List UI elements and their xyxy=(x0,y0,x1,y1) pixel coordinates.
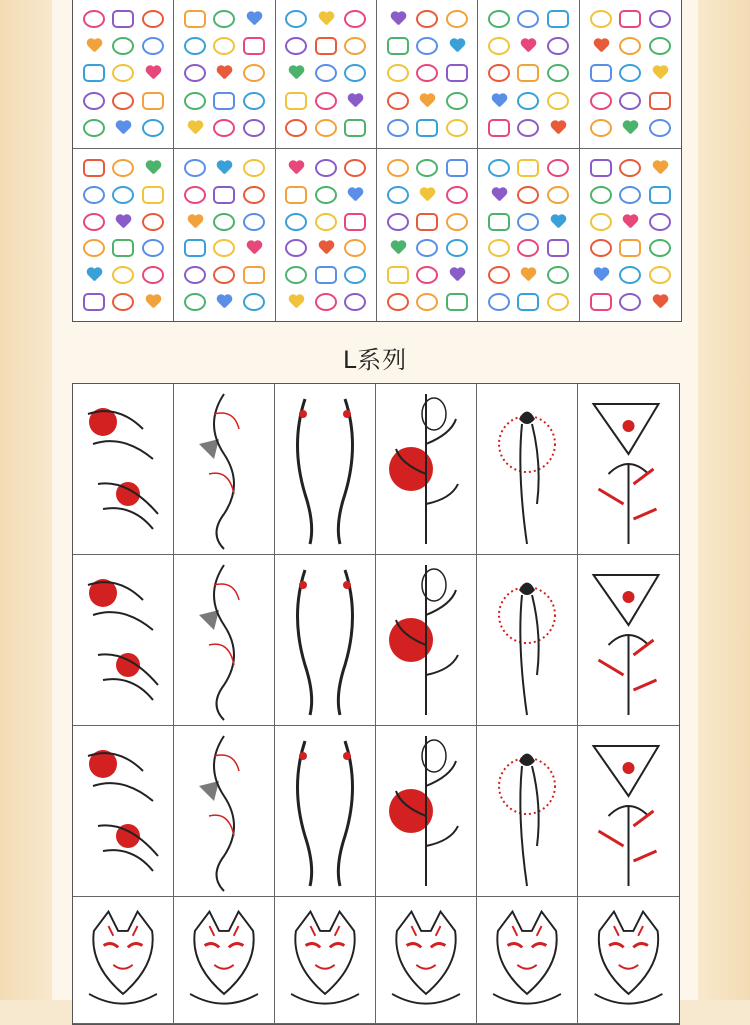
doodle-sticker-icon xyxy=(590,239,612,257)
doodle-sticker-icon xyxy=(344,239,366,257)
foxes-icon xyxy=(174,384,274,554)
splash-crown-icon xyxy=(275,555,375,725)
doodle-sticker-icon xyxy=(213,239,235,257)
cute-doodle-sheet-icon xyxy=(383,155,471,315)
doodle-sticker-icon xyxy=(547,186,569,204)
lily-red-sun-icon xyxy=(376,555,476,725)
l-series-cell xyxy=(477,555,578,726)
doodle-sticker-icon xyxy=(449,39,465,53)
doodle-sticker-icon xyxy=(446,293,468,311)
doodle-sticker-icon xyxy=(416,64,438,82)
doodle-sticker-icon xyxy=(649,37,671,55)
l-series-cell xyxy=(174,726,275,897)
doodle-sticker-icon xyxy=(590,159,612,177)
doodle-sticker-icon xyxy=(387,64,409,82)
doodle-sticker-icon xyxy=(488,239,510,257)
doodle-sticker-icon xyxy=(83,186,105,204)
doodle-sticker-icon xyxy=(590,64,612,82)
doodle-sticker-icon xyxy=(213,92,235,110)
doodle-sticker-icon xyxy=(390,12,406,26)
doodle-sticker-icon xyxy=(213,37,235,55)
doodle-sticker-icon xyxy=(517,186,539,204)
doodle-sticker-icon xyxy=(246,241,262,255)
doodle-sticker-icon xyxy=(547,64,569,82)
red-leaf-branch-icon xyxy=(578,384,679,554)
doodle-sticker-icon xyxy=(115,121,131,135)
l-series-cell xyxy=(578,897,679,1024)
doodle-sticker-icon xyxy=(517,92,539,110)
doodle-sticker-icon xyxy=(488,64,510,82)
doodle-sticker-icon xyxy=(550,121,566,135)
doodle-sticker-icon xyxy=(619,37,641,55)
doodle-sticker-icon xyxy=(446,119,468,137)
doodle-sticker-icon xyxy=(619,10,641,28)
doodle-sticker-icon xyxy=(213,10,235,28)
doodle-sticker-icon xyxy=(446,10,468,28)
doodle-sticker-icon xyxy=(184,10,206,28)
doodle-sticker-icon xyxy=(590,92,612,110)
doodle-sticker-icon xyxy=(142,186,164,204)
doodle-sticker-icon xyxy=(184,64,206,82)
doodle-sticker-icon xyxy=(416,37,438,55)
cute-doodle-sheet-icon xyxy=(180,5,268,142)
doodle-sticker-icon xyxy=(649,239,671,257)
l-series-grid xyxy=(72,383,680,1025)
doodle-sticker-icon xyxy=(520,39,536,53)
l-series-cell xyxy=(275,384,376,555)
doodle-sticker-icon xyxy=(184,293,206,311)
doodle-sticker-icon xyxy=(491,94,507,108)
feather-pair-icon xyxy=(275,384,375,554)
s-series-grid xyxy=(72,0,682,322)
doodle-sticker-icon xyxy=(184,159,206,177)
cute-doodle-sheet-icon xyxy=(484,5,572,142)
doodle-sticker-icon xyxy=(449,268,465,282)
doodle-sticker-icon xyxy=(285,119,307,137)
cute-doodle-sheet-icon xyxy=(282,155,370,315)
doodle-sticker-icon xyxy=(83,64,105,82)
doodle-sticker-icon xyxy=(216,66,232,80)
doodle-sticker-icon xyxy=(619,159,641,177)
kitsune-mask-icon xyxy=(376,897,476,1023)
doodle-sticker-icon xyxy=(145,66,161,80)
doodle-sticker-icon xyxy=(83,293,105,311)
s-series-cell xyxy=(377,149,478,321)
doodle-sticker-icon xyxy=(112,10,134,28)
doodle-sticker-icon xyxy=(83,92,105,110)
doodle-sticker-icon xyxy=(184,266,206,284)
doodle-sticker-icon xyxy=(619,64,641,82)
doodle-sticker-icon xyxy=(344,213,366,231)
doodle-sticker-icon xyxy=(213,266,235,284)
doodle-sticker-icon xyxy=(216,161,232,175)
doodle-sticker-icon xyxy=(446,92,468,110)
doodle-sticker-icon xyxy=(315,213,337,231)
doodle-sticker-icon xyxy=(112,159,134,177)
doodle-sticker-icon xyxy=(649,266,671,284)
cute-doodle-sheet-icon xyxy=(79,5,167,142)
cute-doodle-sheet-icon xyxy=(586,5,675,142)
doodle-sticker-icon xyxy=(347,188,363,202)
doodle-sticker-icon xyxy=(288,295,304,309)
doodle-sticker-icon xyxy=(547,92,569,110)
horned-woman-icon xyxy=(174,726,274,896)
doodle-sticker-icon xyxy=(347,94,363,108)
doodle-sticker-icon xyxy=(83,159,105,177)
doodle-sticker-icon xyxy=(243,37,265,55)
doodle-sticker-icon xyxy=(488,266,510,284)
doodle-sticker-icon xyxy=(619,293,641,311)
doodle-sticker-icon xyxy=(619,92,641,110)
doodle-sticker-icon xyxy=(517,159,539,177)
doodle-sticker-icon xyxy=(184,92,206,110)
doodle-sticker-icon xyxy=(446,186,468,204)
doodle-sticker-icon xyxy=(416,213,438,231)
doodle-sticker-icon xyxy=(387,293,409,311)
spider-lily-snake-icon xyxy=(73,555,173,725)
doodle-sticker-icon xyxy=(285,92,307,110)
doodle-sticker-icon xyxy=(488,119,510,137)
l-series-cell xyxy=(73,897,174,1024)
doodle-sticker-icon xyxy=(619,266,641,284)
doodle-sticker-icon xyxy=(517,213,539,231)
doodle-sticker-icon xyxy=(243,266,265,284)
doodle-sticker-icon xyxy=(619,239,641,257)
kitsune-mask-icon xyxy=(275,897,375,1023)
l-series-cell xyxy=(275,897,376,1024)
bat-woman-icon xyxy=(275,726,375,896)
doodle-sticker-icon xyxy=(416,159,438,177)
l-series-cell xyxy=(275,726,376,897)
doodle-sticker-icon xyxy=(142,119,164,137)
s-series-cell xyxy=(174,149,275,321)
doodle-sticker-icon xyxy=(285,186,307,204)
doodle-sticker-icon xyxy=(315,64,337,82)
cute-doodle-sheet-icon xyxy=(282,5,370,142)
cute-doodle-sheet-icon xyxy=(586,155,675,315)
doodle-sticker-icon xyxy=(145,295,161,309)
doodle-sticker-icon xyxy=(187,215,203,229)
cranes-red-sun-icon xyxy=(73,384,173,554)
l-series-cell xyxy=(477,384,578,555)
doodle-sticker-icon xyxy=(547,10,569,28)
doodle-sticker-icon xyxy=(142,37,164,55)
s-series-cell xyxy=(580,149,681,321)
doodle-sticker-icon xyxy=(243,186,265,204)
doodle-sticker-icon xyxy=(243,293,265,311)
doodle-sticker-icon xyxy=(142,213,164,231)
doodle-sticker-icon xyxy=(344,266,366,284)
doodle-sticker-icon xyxy=(491,188,507,202)
doodle-sticker-icon xyxy=(184,186,206,204)
doodle-sticker-icon xyxy=(243,92,265,110)
doodle-sticker-icon xyxy=(318,241,334,255)
l-series-cell xyxy=(275,555,376,726)
doodle-sticker-icon xyxy=(83,119,105,137)
doodle-sticker-icon xyxy=(517,64,539,82)
l-series-cell xyxy=(73,555,174,726)
doodle-sticker-icon xyxy=(243,159,265,177)
cute-doodle-sheet-icon xyxy=(484,155,572,315)
doodle-sticker-icon xyxy=(246,12,262,26)
kitsune-mask-icon xyxy=(174,897,274,1023)
doodle-sticker-icon xyxy=(112,64,134,82)
l-series-cell xyxy=(73,384,174,555)
doodle-sticker-icon xyxy=(145,161,161,175)
doodle-sticker-icon xyxy=(187,121,203,135)
doodle-sticker-icon xyxy=(344,64,366,82)
l-series-cell xyxy=(578,726,679,897)
doodle-sticker-icon xyxy=(344,37,366,55)
right-edge-decoration xyxy=(698,0,750,1000)
doodle-sticker-icon xyxy=(590,186,612,204)
doodle-sticker-icon xyxy=(652,295,668,309)
l-series-cell xyxy=(477,726,578,897)
doodle-sticker-icon xyxy=(488,37,510,55)
l-series-cell xyxy=(376,726,477,897)
doodle-sticker-icon xyxy=(649,119,671,137)
doodle-sticker-icon xyxy=(416,10,438,28)
doodle-sticker-icon xyxy=(520,268,536,282)
doodle-sticker-icon xyxy=(315,266,337,284)
doodle-sticker-icon xyxy=(83,10,105,28)
doodle-sticker-icon xyxy=(142,92,164,110)
doodle-sticker-icon xyxy=(387,213,409,231)
l-series-cell xyxy=(578,555,679,726)
doodle-sticker-icon xyxy=(547,266,569,284)
heart-mermaid-icon xyxy=(477,726,577,896)
doodle-sticker-icon xyxy=(649,92,671,110)
doodle-sticker-icon xyxy=(622,121,638,135)
fox-woman-icon xyxy=(73,726,173,896)
s-series-cell xyxy=(276,149,377,321)
l-series-cell xyxy=(376,384,477,555)
l-series-cell xyxy=(174,897,275,1024)
doodle-sticker-icon xyxy=(390,241,406,255)
doodle-sticker-icon xyxy=(243,64,265,82)
doodle-sticker-icon xyxy=(112,293,134,311)
doodle-sticker-icon xyxy=(590,213,612,231)
doodle-sticker-icon xyxy=(619,186,641,204)
s-series-cell xyxy=(377,0,478,149)
l-series-cell xyxy=(73,726,174,897)
doodle-sticker-icon xyxy=(142,266,164,284)
doodle-sticker-icon xyxy=(344,293,366,311)
doodle-sticker-icon xyxy=(112,92,134,110)
l-series-cell xyxy=(174,555,275,726)
doodle-sticker-icon xyxy=(488,10,510,28)
s-series-cell xyxy=(73,149,174,321)
peony-stem-icon xyxy=(578,555,679,725)
doodle-sticker-icon xyxy=(590,119,612,137)
cute-doodle-sheet-icon xyxy=(79,155,167,315)
doodle-sticker-icon xyxy=(243,119,265,137)
doodle-sticker-icon xyxy=(184,37,206,55)
doodle-sticker-icon xyxy=(83,213,105,231)
doodle-sticker-icon xyxy=(488,159,510,177)
l-series-cell xyxy=(376,897,477,1024)
s-series-cell xyxy=(276,0,377,149)
doodle-sticker-icon xyxy=(213,213,235,231)
doodle-sticker-icon xyxy=(288,66,304,80)
doodle-sticker-icon xyxy=(488,213,510,231)
doodle-sticker-icon xyxy=(213,186,235,204)
doodle-sticker-icon xyxy=(285,213,307,231)
doodle-sticker-icon xyxy=(419,188,435,202)
doodle-sticker-icon xyxy=(416,266,438,284)
doodle-sticker-icon xyxy=(517,293,539,311)
doodle-sticker-icon xyxy=(315,159,337,177)
moon-woman-icon xyxy=(477,555,577,725)
doodle-sticker-icon xyxy=(243,213,265,231)
section-title: L系列 xyxy=(342,346,408,374)
doodle-sticker-icon xyxy=(649,10,671,28)
doodle-sticker-icon xyxy=(285,239,307,257)
doodle-sticker-icon xyxy=(315,119,337,137)
s-series-cell xyxy=(174,0,275,149)
doodle-sticker-icon xyxy=(315,293,337,311)
doodle-sticker-icon xyxy=(142,239,164,257)
doodle-sticker-icon xyxy=(86,268,102,282)
doodle-sticker-icon xyxy=(83,239,105,257)
doodle-sticker-icon xyxy=(416,119,438,137)
doodle-sticker-icon xyxy=(547,37,569,55)
s-series-cell xyxy=(478,149,579,321)
doodle-sticker-icon xyxy=(318,12,334,26)
doodle-sticker-icon xyxy=(517,10,539,28)
doodle-sticker-icon xyxy=(115,215,131,229)
doodle-sticker-icon xyxy=(416,239,438,257)
doodle-sticker-icon xyxy=(590,10,612,28)
doodle-sticker-icon xyxy=(416,293,438,311)
butterfly-stem-icon xyxy=(174,555,274,725)
kitsune-mask-icon xyxy=(477,897,577,1023)
kitsune-mask-icon xyxy=(578,897,679,1023)
doodle-sticker-icon xyxy=(112,266,134,284)
doodle-sticker-icon xyxy=(649,186,671,204)
doodle-sticker-icon xyxy=(446,159,468,177)
eye-triangle-crows-icon xyxy=(578,726,679,896)
doodle-sticker-icon xyxy=(387,266,409,284)
l-series-cell xyxy=(376,555,477,726)
doodle-sticker-icon xyxy=(344,159,366,177)
doodle-sticker-icon xyxy=(315,37,337,55)
doodle-sticker-icon xyxy=(288,161,304,175)
doodle-sticker-icon xyxy=(593,39,609,53)
doodle-sticker-icon xyxy=(649,213,671,231)
koi-fish-icon xyxy=(376,384,476,554)
doodle-sticker-icon xyxy=(387,186,409,204)
doodle-sticker-icon xyxy=(547,239,569,257)
doodle-sticker-icon xyxy=(213,119,235,137)
doodle-sticker-icon xyxy=(315,186,337,204)
doodle-sticker-icon xyxy=(86,39,102,53)
doodle-sticker-icon xyxy=(142,10,164,28)
doodle-sticker-icon xyxy=(112,239,134,257)
demon-woman-icon xyxy=(376,726,476,896)
doodle-sticker-icon xyxy=(315,92,337,110)
doodle-sticker-icon xyxy=(550,215,566,229)
left-edge-decoration xyxy=(0,0,52,1000)
doodle-sticker-icon xyxy=(652,66,668,80)
doodle-sticker-icon xyxy=(419,94,435,108)
doodle-sticker-icon xyxy=(285,266,307,284)
doodle-sticker-icon xyxy=(216,295,232,309)
flower-red-sun-icon xyxy=(477,384,577,554)
s-series-cell xyxy=(73,0,174,149)
doodle-sticker-icon xyxy=(590,293,612,311)
l-series-cell xyxy=(174,384,275,555)
doodle-sticker-icon xyxy=(344,10,366,28)
l-series-cell xyxy=(477,897,578,1024)
doodle-sticker-icon xyxy=(446,64,468,82)
doodle-sticker-icon xyxy=(446,239,468,257)
doodle-sticker-icon xyxy=(652,161,668,175)
doodle-sticker-icon xyxy=(387,37,409,55)
doodle-sticker-icon xyxy=(184,239,206,257)
doodle-sticker-icon xyxy=(446,213,468,231)
doodle-sticker-icon xyxy=(547,159,569,177)
doodle-sticker-icon xyxy=(387,119,409,137)
doodle-sticker-icon xyxy=(285,10,307,28)
doodle-sticker-icon xyxy=(387,92,409,110)
doodle-sticker-icon xyxy=(517,239,539,257)
cute-doodle-sheet-icon xyxy=(383,5,471,142)
s-series-cell xyxy=(478,0,579,149)
doodle-sticker-icon xyxy=(488,293,510,311)
doodle-sticker-icon xyxy=(344,119,366,137)
doodle-sticker-icon xyxy=(387,159,409,177)
doodle-sticker-icon xyxy=(517,119,539,137)
doodle-sticker-icon xyxy=(285,37,307,55)
s-series-cell xyxy=(580,0,681,149)
l-series-cell xyxy=(578,384,679,555)
doodle-sticker-icon xyxy=(112,186,134,204)
doodle-sticker-icon xyxy=(547,293,569,311)
kitsune-mask-icon xyxy=(73,897,173,1023)
doodle-sticker-icon xyxy=(622,215,638,229)
doodle-sticker-icon xyxy=(112,37,134,55)
doodle-sticker-icon xyxy=(593,268,609,282)
cute-doodle-sheet-icon xyxy=(180,155,268,315)
